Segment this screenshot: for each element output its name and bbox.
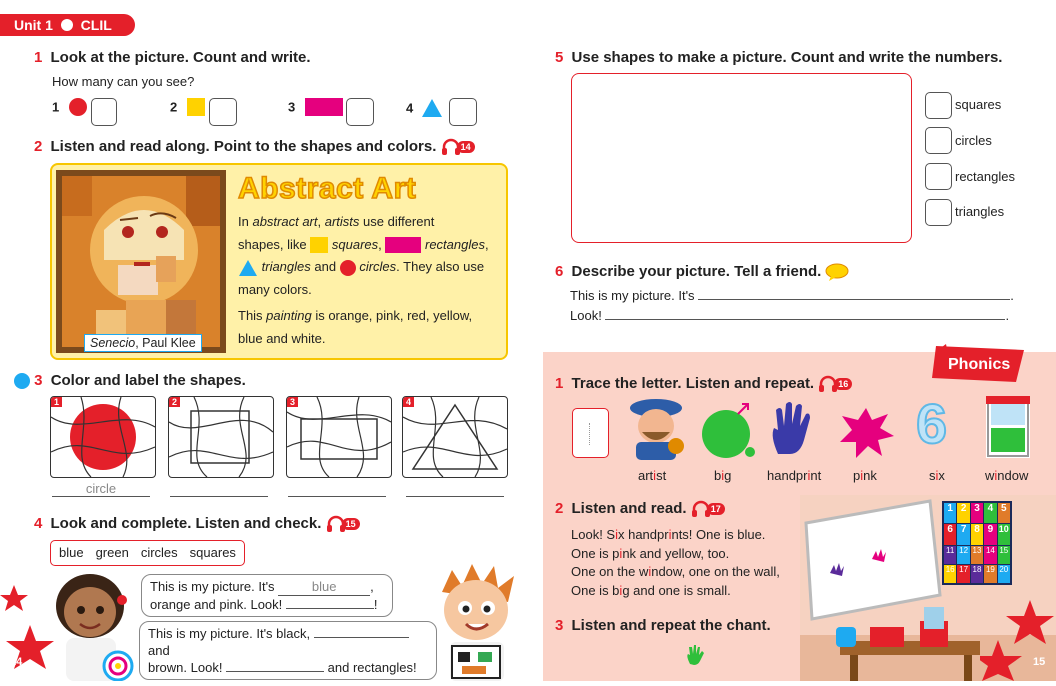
speech-bubble-icon [825,263,849,281]
panel-number: 3 [287,397,298,407]
phonics-t1-title: Trace the letter. Listen and repeat. [571,375,815,392]
ex6-line-1: This is my picture. It's . [570,288,1014,303]
count-item-number: 4 [406,100,414,116]
ex5-number: 5 [555,49,564,66]
ex6-blank-1[interactable] [698,299,1010,300]
poem-line-3: One on the window, one on the wall, [571,564,780,580]
count-item-number: 2 [170,99,178,115]
big-green-circle-image [700,402,760,458]
red-circle-icon [69,98,87,116]
count-box-triangles-5[interactable] [925,199,952,226]
pink-rectangle-icon [305,98,343,116]
bubble2-blank-1[interactable] [314,637,409,638]
ex5-title: Use shapes to make a picture. Count and write the numbers. [571,49,1003,66]
ex2-heading [34,138,475,156]
yellow-square-icon [187,98,205,116]
phonics-poem [571,526,780,600]
count-box-squares-5[interactable] [925,92,952,119]
abstract-art-text: In abstract art, artists use different shapes, like squares, rectangles, triangles and circles. They also use many colors. This painting is orange, pink, red, yellow, blue and white. [238,214,489,346]
word-blue: blue [59,545,84,560]
shape-label-2[interactable] [170,496,268,497]
word-big: big [714,468,732,483]
word-green: green [95,545,129,560]
green-handprint-icon [684,644,706,666]
track-number: 17 [707,503,725,515]
word-bank [50,540,245,566]
ex3-title: Color and label the shapes. [50,372,246,389]
count-item-number: 1 [52,99,60,115]
label-squares: squares [955,97,1002,112]
page-number-left: 14 [10,656,23,668]
word-window: window [985,468,1029,483]
count-box-triangles[interactable] [449,98,477,126]
speech-bubble-2: This is my picture. It's black, and brown. Look! and rectangles! [139,621,437,680]
count-box-squares[interactable] [209,98,237,126]
shape-label-4[interactable] [406,496,504,497]
ex3-number: 3 [34,372,43,389]
count-item-3 [288,98,343,116]
ex1-title: Look at the picture. Count and write. [50,49,311,66]
count-box-circles[interactable] [91,98,117,126]
track-number: 15 [342,518,360,530]
decorative-stars-right [980,600,1056,681]
shape-panel-4[interactable] [402,396,508,478]
unit-tab [0,14,135,55]
ex6-blank-2[interactable] [605,319,1005,320]
bubble1-blank-1[interactable]: blue [278,578,370,596]
window-image [986,396,1030,458]
yellow-square-icon [310,237,328,253]
count-item-4 [406,98,443,118]
unit-subject: CLIL Art [0,17,112,55]
ex1-number: 1 [34,49,43,66]
ex1-question: How many can you see? [52,74,195,89]
ex6-heading [555,263,849,281]
senecio-painting [56,170,226,353]
word-squares: squares [189,545,236,560]
pink-splash-image [836,402,896,458]
page-number-right: 15 [1033,656,1046,668]
phonics-t2-title: Listen and read. [571,500,687,517]
decorative-stars-left [0,585,60,681]
word-circles: circles [140,545,178,560]
phonics-t3-title: Listen and repeat the chant. [571,617,771,634]
word-artist: artist [638,468,667,483]
unit-label: Unit 1 [14,17,53,33]
count-box-rectangles-5[interactable] [925,163,952,190]
blue-triangle-icon [421,98,443,118]
label-circles: circles [955,133,992,148]
poem-line-2: One is pink and yellow, too. [571,545,730,561]
shape-panel-3[interactable] [286,396,392,478]
ex1-heading [34,49,311,66]
ex2-number: 2 [34,138,43,155]
number-poster: 1 2 3 4 5 6 7 8 9 10 11 12 13 14 15 16 17 18 19 20 [942,501,1012,585]
phonics-badge [928,342,1028,386]
bubble1-blank-2[interactable] [286,608,374,609]
track-number: 14 [457,141,475,153]
ex4-title: Look and complete. Listen and check. [50,515,322,532]
ex5-heading [555,49,1002,66]
artist-image [626,398,686,460]
caption-artist: , Paul Klee [135,336,196,350]
count-box-rectangles[interactable] [346,98,374,126]
word-six: six [929,468,945,483]
count-item-2 [170,98,205,116]
ex6-number: 6 [555,263,564,280]
word-pink: pink [853,468,877,483]
speech-bubble-1: This is my picture. It's blue , orange and pink. Look! ! [141,574,393,617]
word-handprint: handprint [767,468,822,483]
ex4-number: 4 [34,515,43,532]
trace-letter-box[interactable] [572,408,609,458]
label-triangles: triangles [955,204,1005,219]
caption-title: Senecio [90,336,136,350]
poem-line-4: One is big and one is small. [571,582,731,598]
ex4-heading [34,515,360,533]
ex6-title: Describe your picture. Tell a friend. [571,263,822,280]
abstract-art-title: Abstract Art [238,172,417,205]
label-rectangles: rectangles [955,169,1015,184]
shape-panel-2[interactable] [168,396,274,478]
red-circle-icon [340,260,356,276]
phonics-label: Phonics [948,356,1011,373]
blue-triangle-icon [238,259,258,277]
boy-character [432,562,522,681]
painting-caption [84,334,202,352]
phonics-t2-heading: 2 Listen and read. 17 [555,500,725,518]
six-numeral-image: 6 [916,392,948,455]
ex2-title: Listen and read along. Point to the shapes and colors. [50,138,437,155]
count-item-number: 3 [288,99,296,115]
poem-line-1: Look! Six handprints! One is blue. [571,527,766,542]
phonics-t3-heading: 3 Listen and repeat the chant. [555,617,771,634]
handprint-image [768,400,816,456]
drawing-area[interactable] [571,73,912,243]
pair-work-icon [14,373,30,389]
track-number: 16 [834,378,852,390]
ex6-line-2: Look! . [570,308,1010,323]
ex3-heading [14,372,246,389]
panel-number: 2 [169,397,180,407]
panel-number: 1 [51,397,62,407]
panel-number: 4 [403,397,414,407]
phonics-t1-heading: 1 Trace the letter. Listen and repeat. 16 [555,375,852,393]
bubble2-blank-2[interactable] [226,671,324,672]
count-box-circles-5[interactable] [925,127,952,154]
shape-label-3[interactable] [288,496,386,497]
pink-rectangle-icon [385,237,421,253]
shape-label-1[interactable]: circle [52,481,150,497]
count-item-1 [52,98,87,116]
shape-panel-1[interactable] [50,396,156,478]
